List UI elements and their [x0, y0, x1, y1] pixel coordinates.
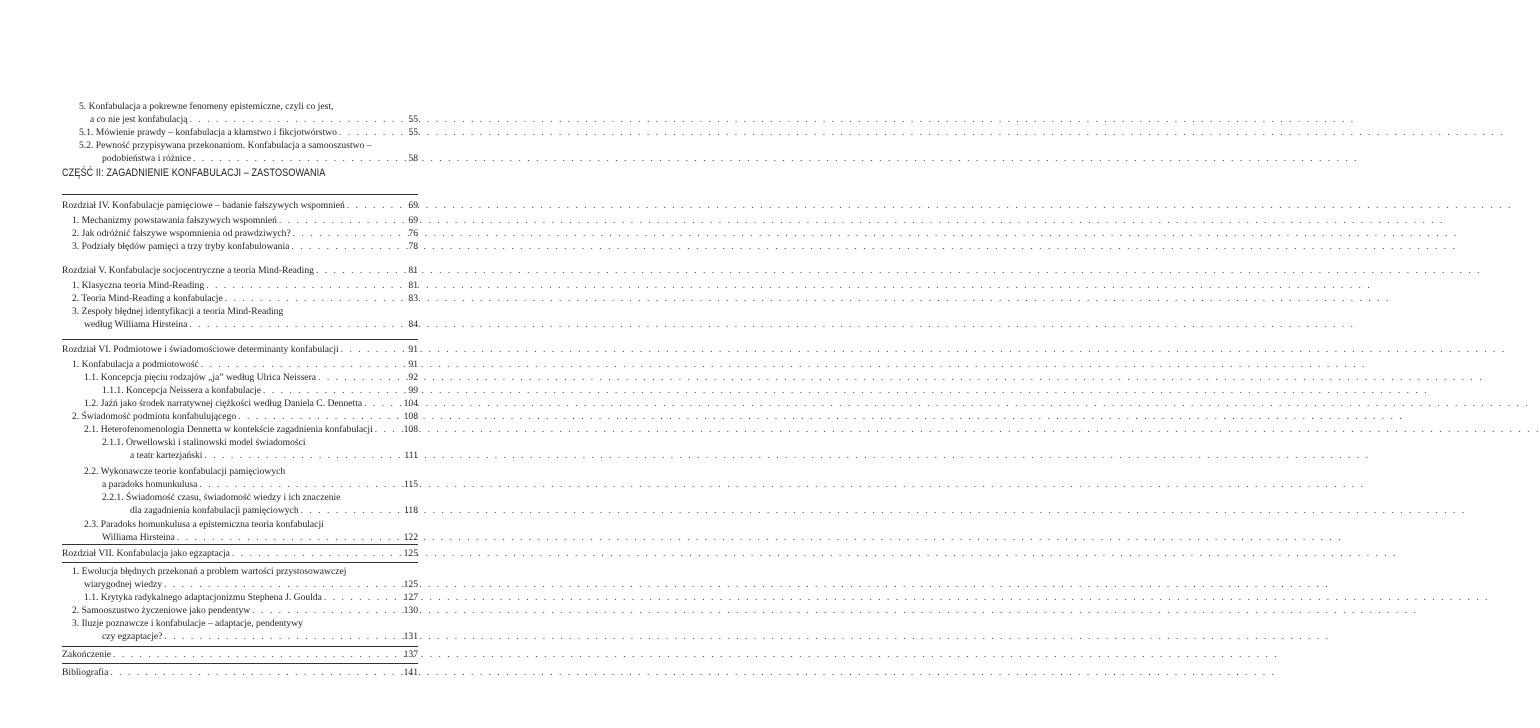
page-number: 137: [403, 649, 418, 660]
dot-leader: [291, 240, 400, 253]
dot-leader: [339, 126, 400, 139]
toc-entry-text: 1.1. Koncepcja pięciu rodzajów „ja” według Ulrica Neissera: [84, 372, 317, 383]
toc-entry-text: 1.1.1. Koncepcja Neissera a konfabulacje: [102, 385, 262, 396]
dot-leader: [164, 578, 400, 591]
dot-leader: [190, 113, 401, 126]
toc-entry-text: Williama Hirsteina: [102, 532, 175, 543]
toc-entry-text: wiarygodnej wiedzy: [84, 579, 163, 590]
page-number: 76: [408, 228, 418, 239]
toc-chapter-7: [62, 547, 418, 560]
toc-entry-7-1-1: [84, 591, 418, 604]
toc-entry-6-2-2: [102, 478, 418, 491]
dot-leader: [238, 410, 400, 423]
toc-entry-4-3: [72, 240, 418, 253]
page-number: 91: [408, 344, 418, 355]
toc-entry-text: 1. Mechanizmy powstawania fałszywych wspomnień: [72, 215, 277, 226]
divider: [62, 646, 418, 647]
toc-entry-text: dla zagadnienia konfabulacji pamięciowych: [130, 505, 299, 516]
dot-leader: [199, 478, 400, 491]
toc-entry-text: według Williama Hirsteina: [84, 319, 188, 330]
page-number: 108: [403, 411, 418, 422]
toc-entry-5-3: [84, 318, 418, 331]
divider: [62, 544, 418, 545]
dot-leader: [201, 358, 400, 371]
toc-entry-5: [90, 113, 418, 126]
page-number: 92: [408, 372, 418, 383]
toc-entry-text: 2. Samooszustwo życzeniowe jako pendentyw: [72, 605, 251, 616]
page-number: 81: [408, 265, 418, 276]
toc-entry-7-2: [72, 604, 418, 617]
toc-entry-5-line1: 5. Konfabulacja a pokrewne fenomeny epistemiczne, czyli co jest,: [79, 101, 334, 112]
divider: [62, 194, 418, 195]
page-number: 130: [403, 605, 418, 616]
dot-leader: [375, 423, 400, 436]
page-number: 84: [408, 319, 418, 330]
toc-entry-text: a teatr kartezjański: [130, 450, 203, 461]
toc-entry-text: 2. Świadomość podmiotu konfabulującego: [72, 411, 237, 422]
page-number: 108: [403, 424, 418, 435]
toc-entry-6-2-1-1-line1: 2.1.1. Orwellowski i stalinowski model świadomości: [102, 437, 306, 448]
page-number: 91: [408, 359, 418, 370]
toc-entry-text: 3. Podziały błędów pamięci a trzy tryby konfabulowania: [72, 241, 290, 252]
page-number: 122: [403, 532, 418, 543]
page-number: 69: [408, 215, 418, 226]
page-number: 125: [403, 548, 418, 559]
toc-entry-6-1-2: [84, 397, 418, 410]
page-number: 141: [403, 667, 418, 678]
toc-entry-text: 2.1. Heterofenomenologia Dennetta w kontekście zagadnienia konfabulacji: [84, 424, 373, 435]
page-number: 55: [408, 114, 418, 125]
dot-leader: [263, 384, 400, 397]
toc-entry-6-2-1-1: [130, 449, 418, 462]
toc-chapter-5: [62, 264, 418, 277]
dot-leader: [177, 531, 400, 544]
toc-entry-text: a co nie jest konfabulacją: [90, 114, 188, 125]
page-number: 78: [408, 241, 418, 252]
toc-entry-6-2-2-line1: 2.2. Wykonawcze teorie konfabulacji pamięciowych: [84, 466, 286, 477]
dot-leader: [316, 264, 400, 277]
toc-entry-text: Bibliografia: [62, 667, 109, 678]
toc-chapter-6: [62, 343, 418, 356]
toc-entry-6-2-2-1: [130, 504, 418, 517]
dot-leader: [293, 227, 400, 240]
toc-entry-text: podobieństwa i różnice: [102, 153, 191, 164]
toc-chapter-4: [62, 199, 418, 212]
dot-leader: [347, 199, 400, 212]
toc-entry-text: Rozdział VI. Podmiotowe i świadomościowe determinanty konfabulacji: [62, 344, 339, 355]
dot-leader: [193, 152, 400, 165]
page-number: 99: [408, 385, 418, 396]
toc-entry-5-2-line1: 5.2. Pewność przypisywana przekonaniom. Konfabulacja a samooszustwo –: [79, 140, 372, 151]
dot-leader: [301, 504, 400, 517]
dot-leader: [110, 666, 400, 679]
page-number: 104: [403, 398, 418, 409]
divider: [62, 663, 418, 664]
page-number: 81: [408, 280, 418, 291]
dot-leader: [204, 449, 400, 462]
toc-entry-7-3-line1: 3. Iluzje poznawcze i konfabulacje – adaptacje, pendentywy: [72, 618, 303, 629]
toc-entry-6-2-2-1-line1: 2.2.1. Świadomość czasu, świadomość wiedzy i ich znaczenie: [102, 492, 341, 503]
toc-entry-text: 1. Konfabulacja a podmiotowość: [72, 359, 199, 370]
dot-leader: [341, 343, 400, 356]
toc-entry-4-1: [72, 214, 418, 227]
toc-entry-6-2-3-line1: 2.3. Paradoks homunkulusa a epistemiczna teoria konfabulacji: [84, 519, 324, 530]
toc-entry-7-1: [84, 578, 418, 591]
toc-entry-text: 2. Jak odróżnić fałszywe wspomnienia od prawdziwych?: [72, 228, 291, 239]
toc-entry-7-1-line1: 1. Ewolucja błędnych przekonań a problem wartości przystosowawczej: [72, 566, 347, 577]
dot-leader: [164, 630, 400, 643]
page-number: 115: [403, 479, 418, 490]
page-number: 118: [403, 505, 418, 516]
toc-entry-5-2: [102, 152, 418, 165]
page-number: 83: [408, 293, 418, 304]
dot-leader: [113, 648, 400, 661]
page-number: 69: [408, 200, 418, 211]
part-heading: CZĘŚĆ II: ZAGADNIENIE KONFABULACJI – ZASTOSOWANIA: [62, 167, 326, 179]
toc-page: [0, 0, 480, 728]
toc-entry-6-2-3: [102, 531, 418, 544]
toc-bibliography: [62, 666, 418, 679]
dot-leader: [225, 292, 400, 305]
page-number: 125: [403, 579, 418, 590]
toc-entry-text: Rozdział VII. Konfabulacja jako egzaptacja: [62, 548, 230, 559]
divider: [62, 339, 418, 340]
toc-entry-7-3: [102, 630, 418, 643]
toc-entry-text: czy egzaptacje?: [102, 631, 163, 642]
toc-entry-text: 1.1. Krytyka radykalnego adaptacjonizmu Stephena J. Goulda: [84, 592, 322, 603]
dot-leader: [189, 318, 400, 331]
page-number: 131: [403, 631, 418, 642]
page-number: 58: [408, 153, 418, 164]
toc-ending: [62, 648, 418, 661]
toc-entry-5-1b: [72, 279, 418, 292]
dot-leader: [318, 371, 400, 384]
toc-entry-6-1-1: [84, 371, 418, 384]
toc-entry-4-2: [72, 227, 418, 240]
toc-entry-text: Rozdział IV. Konfabulacje pamięciowe – badanie fałszywych wspomnień: [62, 200, 345, 211]
toc-entry-text: 5.1. Mówienie prawdy – konfabulacja a kłamstwo i fikcjotwórstwo: [79, 127, 337, 138]
toc-entry-6-2: [72, 410, 418, 423]
toc-entry-text: 1. Klasyczna teoria Mind-Reading: [72, 280, 205, 291]
page-number: 127: [403, 592, 418, 603]
toc-entry-text: a paradoks homunkulusa: [102, 479, 198, 490]
toc-entry-text: Zakończenie: [62, 649, 112, 660]
toc-entry-6-2-1: [84, 423, 418, 436]
toc-entry-5-1: [79, 126, 418, 139]
toc-entry-5-3-line1: 3. Zespoły błędnej identyfikacji a teoria Mind-Reading: [72, 306, 284, 317]
dot-leader: [324, 591, 400, 604]
divider: [62, 562, 418, 563]
page-number: 111: [404, 450, 418, 461]
toc-entry-6-1-1-1: [102, 384, 418, 397]
dot-leader: [232, 547, 400, 560]
dot-leader: [279, 214, 400, 227]
dot-leader: [252, 604, 400, 617]
dot-leader: [364, 397, 400, 410]
toc-entry-text: 2. Teoria Mind-Reading a konfabulacje: [72, 293, 223, 304]
toc-entry-5-2b: [72, 292, 418, 305]
page-number: 55: [408, 127, 418, 138]
dot-leader: [206, 279, 400, 292]
toc-entry-text: 1.2. Jaźń jako środek narratywnej ciężkości według Daniela C. Dennetta: [84, 398, 363, 409]
toc-entry-text: Rozdział V. Konfabulacje socjocentryczne a teoria Mind-Reading: [62, 265, 314, 276]
toc-entry-6-1: [72, 358, 418, 371]
